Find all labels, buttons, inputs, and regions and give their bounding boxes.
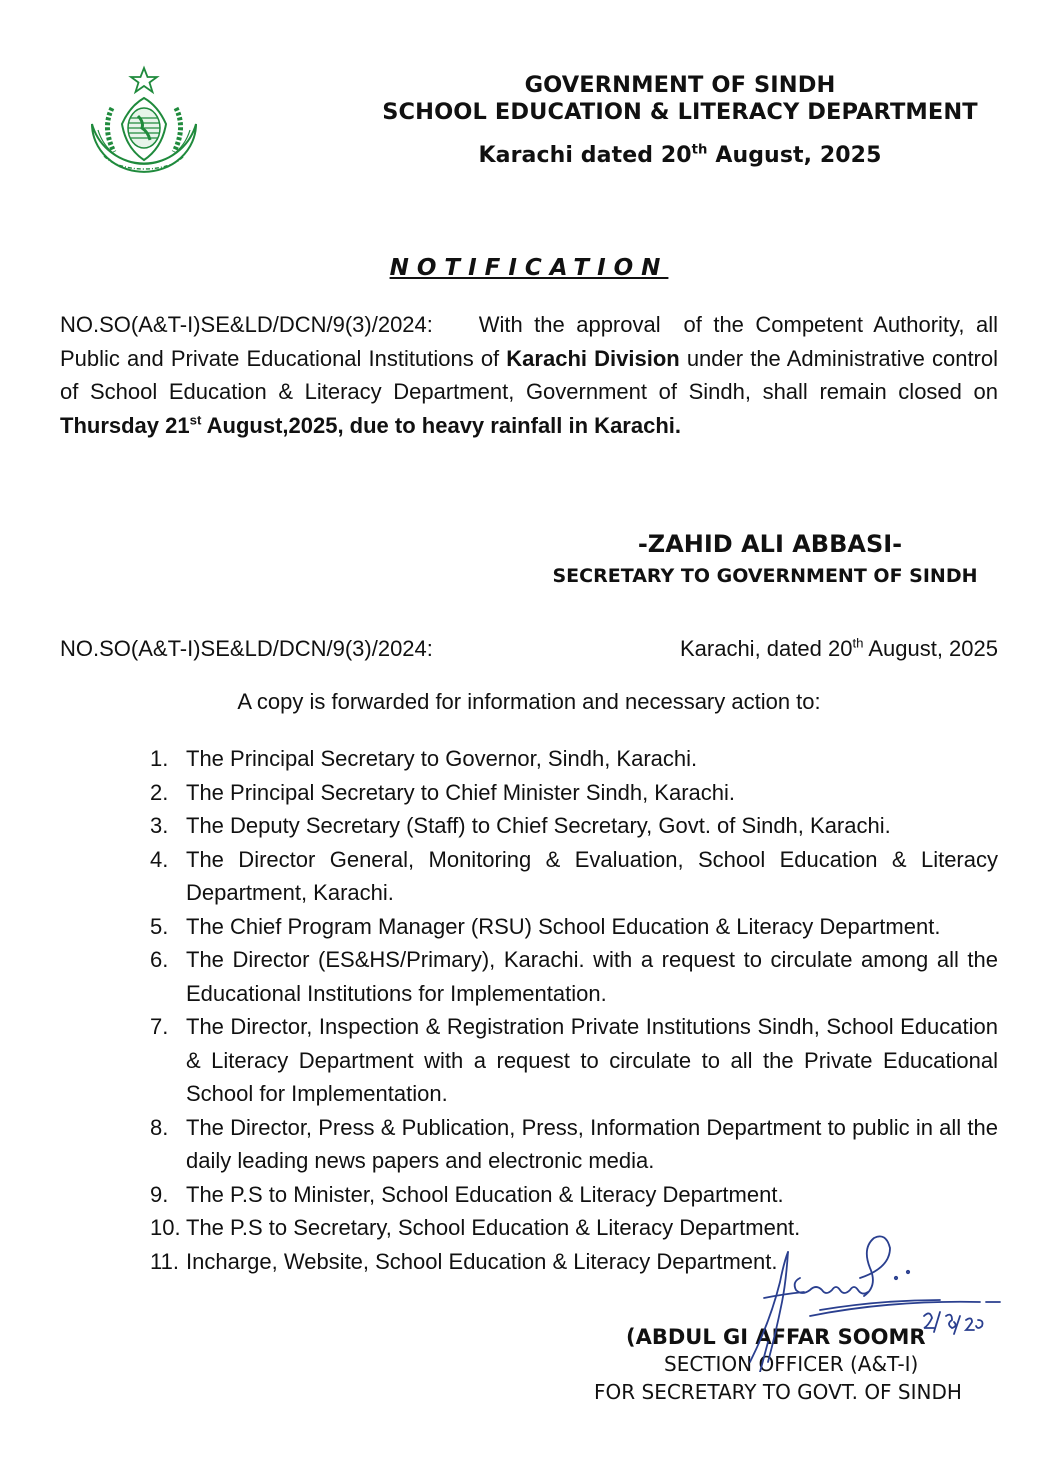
- list-item: [150, 1178, 998, 1212]
- endorsement-date-prefix: Karachi, dated 20: [679, 636, 853, 661]
- department-title: SCHOOL EDUCATION & LITERACY DEPARTMENT: [382, 99, 978, 125]
- section-officer-for-line: FOR SECRETARY TO GOVT. OF SINDH: [594, 1380, 962, 1404]
- list-item: [150, 1245, 998, 1279]
- header-date-prefix: Karachi dated 20: [478, 143, 692, 168]
- notification-body: [60, 308, 1005, 442]
- list-item-number: 8.: [150, 1114, 169, 1140]
- list-item-number: 2.: [150, 779, 169, 805]
- list-item: [150, 1211, 998, 1245]
- notification-bold-date-b: August,2025, due to heavy rainfall in Karachi.: [201, 412, 682, 438]
- distribution-list: [150, 742, 998, 1278]
- list-item-text: The Director, Inspection & Registration Private Institutions Sindh, School Education & Literacy Department with a request to circulate to all the Private Educational School for Implementation.: [186, 1014, 998, 1106]
- list-item-number: 10.: [150, 1215, 181, 1240]
- copy-forward-line: A copy is forwarded for information and necessary action to:: [237, 689, 821, 714]
- list-item-number: 5.: [150, 913, 169, 939]
- government-title: GOVERNMENT OF SINDH: [524, 72, 836, 98]
- list-item-text: The Chief Program Manager (RSU) School Education & Literacy Department.: [186, 913, 941, 939]
- notification-text-1: With the approval of the Competent Authority, all Public and Private Educational Institutions of: [60, 312, 1005, 371]
- section-officer-name: (ABDUL GI AFFAR SOOMR: [626, 1325, 926, 1349]
- header-date-suffix: August, 2025: [707, 143, 882, 168]
- sindh-government-emblem-icon: [82, 64, 206, 196]
- list-item-text: The P.S to Minister, School Education & Literacy Department.: [186, 1181, 784, 1207]
- list-item-number: 7.: [150, 1014, 169, 1039]
- notification-bold-division: Karachi Division: [506, 345, 680, 371]
- list-item-number: 1.: [150, 746, 169, 771]
- notification-bold-date-a: Thursday 21: [60, 412, 190, 438]
- list-item-text: Incharge, Website, School Education & Literacy Department.: [186, 1248, 778, 1274]
- list-item-text: The Director, Press & Publication, Press, Information Department to public in all the daily leading news papers and electronic media.: [186, 1114, 998, 1173]
- notification-text-2: under the Administrative control of School Education & Literacy Department, Government of Sindh, shall remain closed on: [60, 345, 998, 404]
- notification-title: NOTIFICATION: [389, 255, 669, 281]
- header-date-sup: th: [691, 142, 708, 158]
- list-item-number: 11.: [150, 1248, 179, 1274]
- list-item-text: The Director (ES&HS/Primary), Karachi. with a request to circulate among all the Educational Institutions for Implementation.: [186, 947, 998, 1006]
- section-officer-designation: SECTION OFFICER (A&T-I): [664, 1352, 919, 1376]
- list-item-text: The Principal Secretary to Governor, Sindh, Karachi.: [186, 746, 698, 771]
- endorsement-ref-no: NO.SO(A&T-I)SE&LD/DCN/9(3)/2024:: [60, 636, 433, 661]
- notification-bold-date-sup: st: [189, 412, 202, 428]
- endorsement-date-suffix: August, 2025: [863, 636, 998, 661]
- list-item: [150, 843, 998, 910]
- endorsement-date: [680, 636, 998, 662]
- list-item: [150, 1111, 998, 1178]
- notification-ref-no: NO.SO(A&T-I)SE&LD/DCN/9(3)/2024:: [60, 312, 433, 337]
- list-item-text: The Principal Secretary to Chief Minister Sindh, Karachi.: [186, 779, 736, 805]
- list-item-number: 9.: [150, 1181, 169, 1207]
- signatory-designation: SECRETARY TO GOVERNMENT OF SINDH: [552, 565, 978, 587]
- list-item-text: The Director General, Monitoring & Evaluation, School Education & Literacy Department, Karachi.: [186, 846, 998, 905]
- list-item: [150, 776, 998, 810]
- list-item-text: The P.S to Secretary, School Education & Literacy Department.: [186, 1215, 801, 1240]
- list-item: [150, 910, 998, 944]
- list-item-number: 4.: [150, 846, 169, 872]
- list-item: [150, 943, 998, 1010]
- header-date: [370, 143, 990, 168]
- list-item-number: 6.: [150, 947, 169, 972]
- endorsement-date-sup: th: [852, 635, 864, 651]
- list-item: [150, 1010, 998, 1111]
- list-item: [150, 809, 998, 843]
- list-item-text: The Deputy Secretary (Staff) to Chief Secretary, Govt. of Sindh, Karachi.: [186, 813, 891, 838]
- list-item: [150, 742, 998, 776]
- signatory-name: -ZAHID ALI ABBASI-: [637, 530, 903, 558]
- list-item-number: 3.: [150, 813, 169, 838]
